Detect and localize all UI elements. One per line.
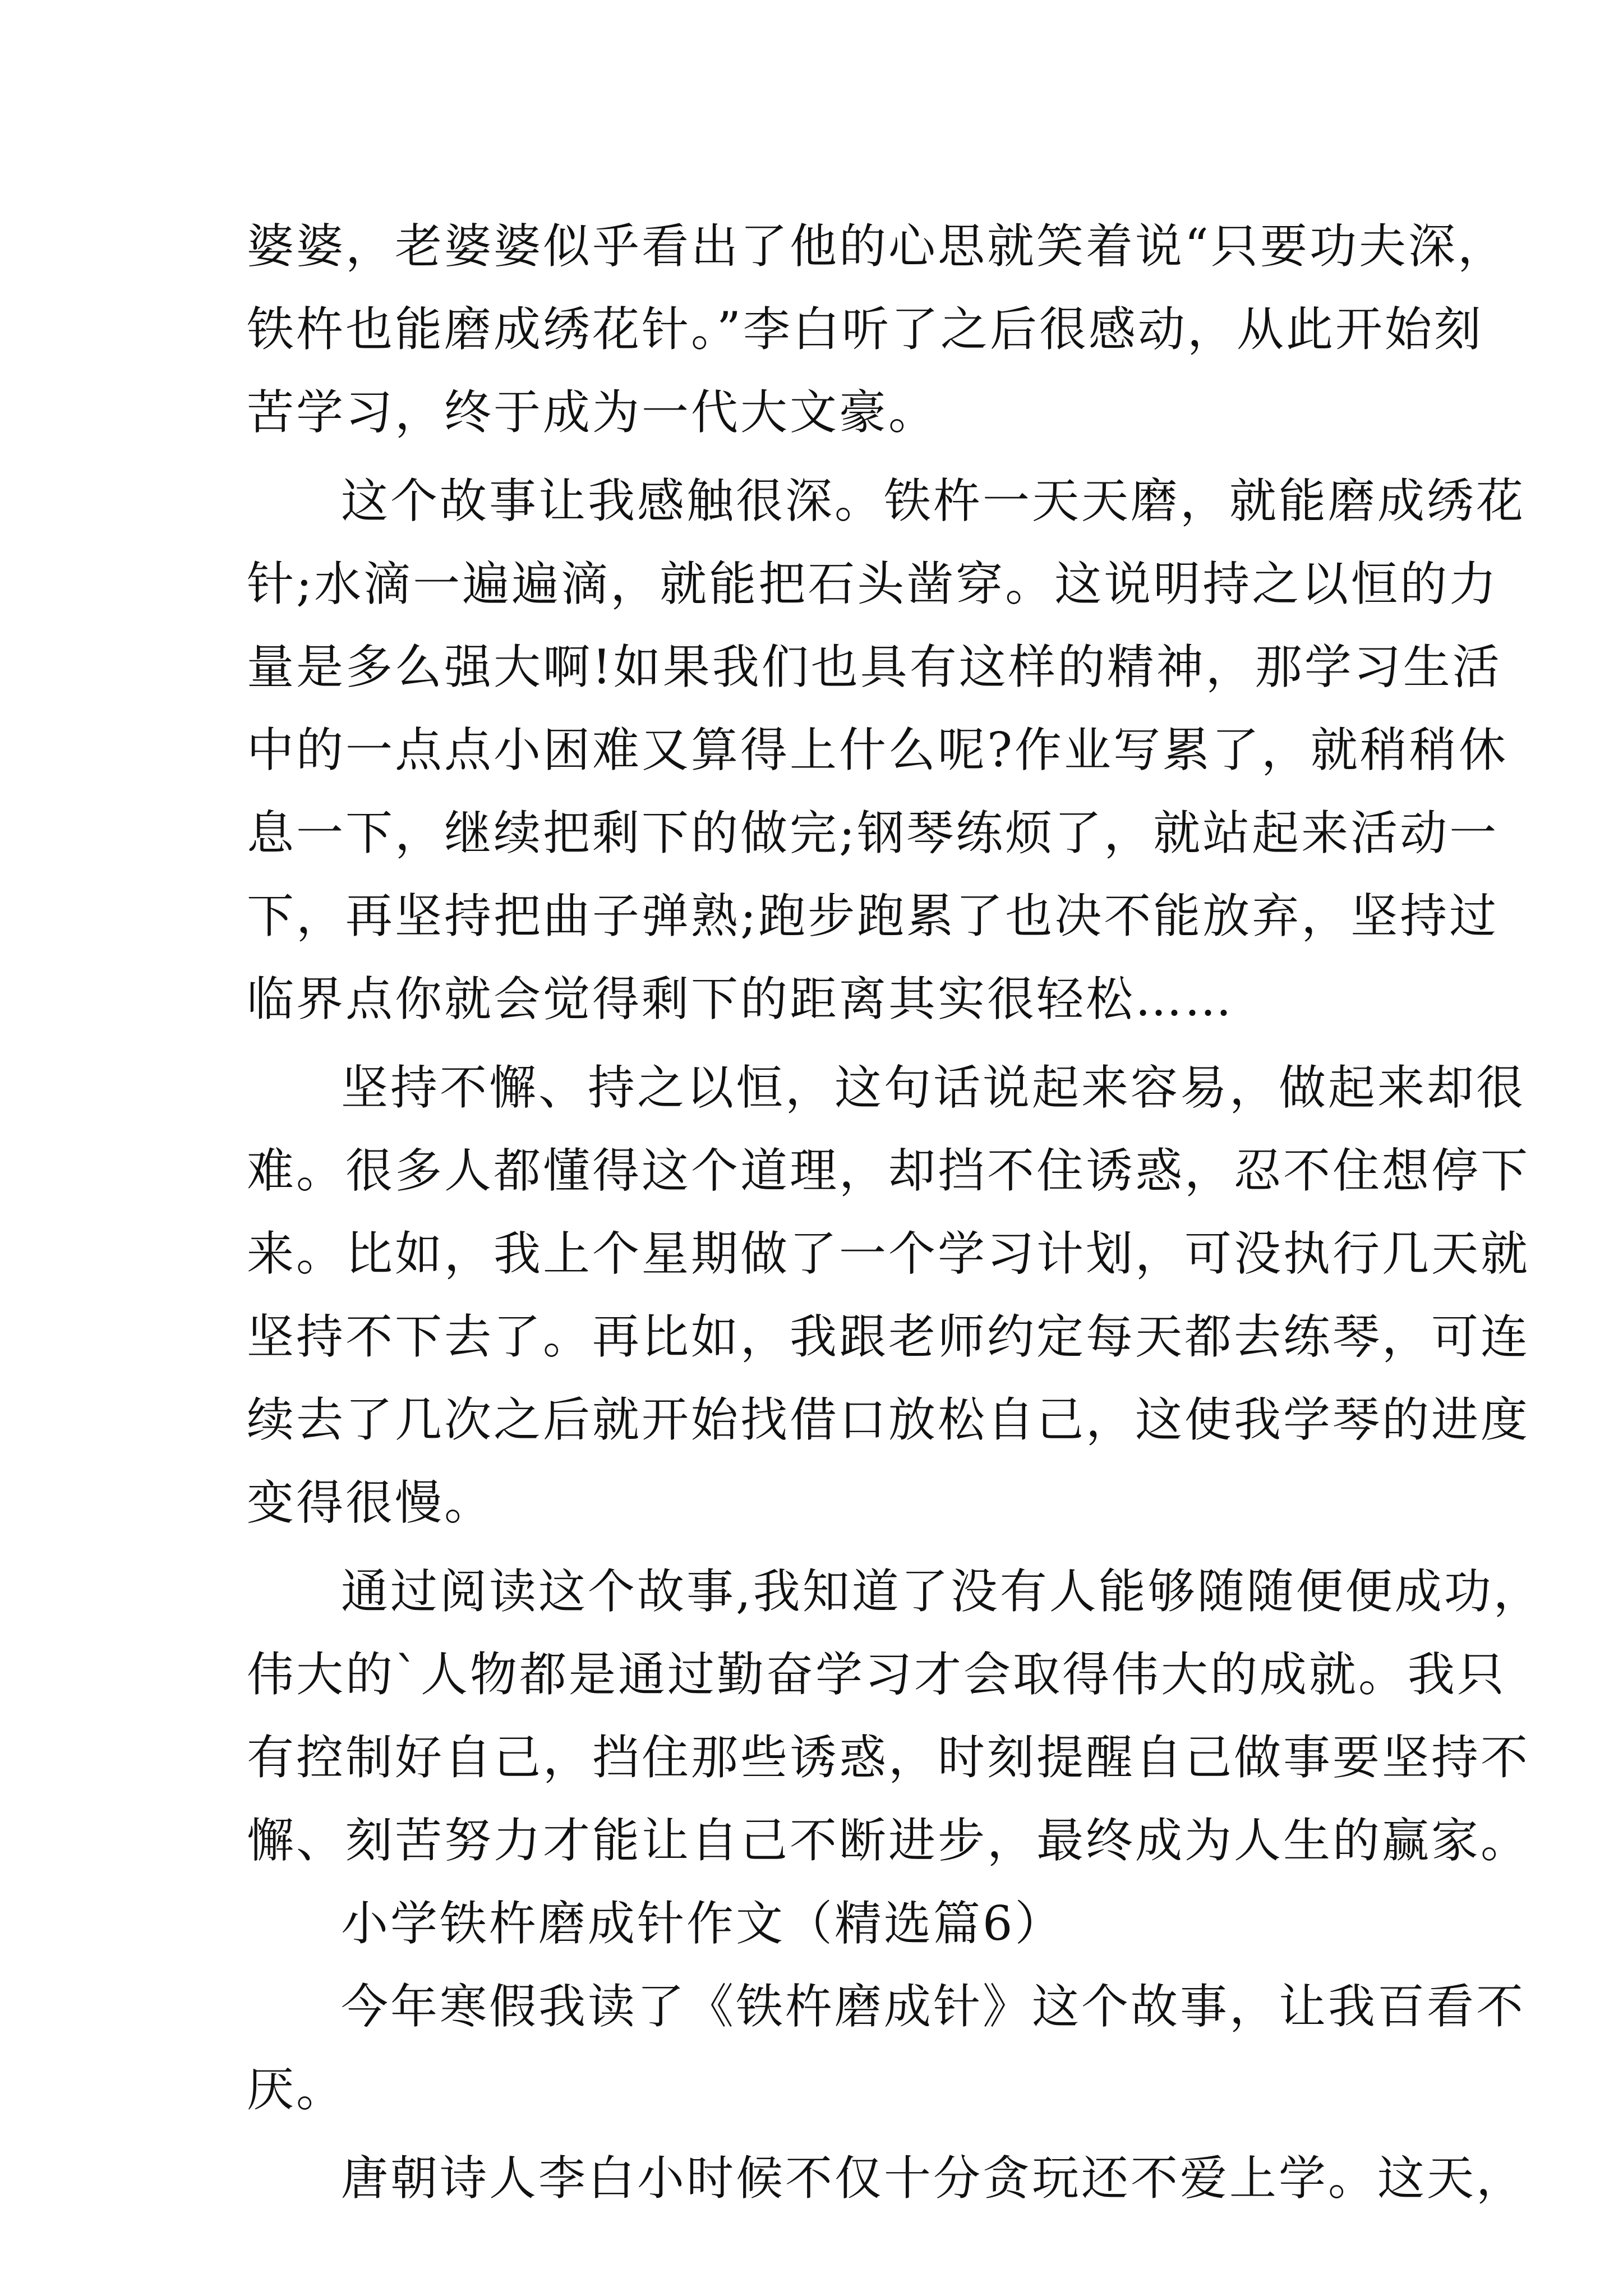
text-line: 厌。	[247, 2062, 346, 2117]
paragraph-5	[247, 1965, 1526, 2131]
text-line: 通过阅读这个故事,我知道了没有人能够随随便便成功，	[341, 1564, 1543, 1619]
text-line: 铁杵也能磨成绣花针。”李白听了之后很感动，从此开始刻	[247, 302, 1483, 357]
text-line: 懈、刻苦努力才能让自己不断进步，最终成为人生的赢家。	[247, 1813, 1530, 1868]
text-line: 唐朝诗人李白小时候不仅十分贪玩还不爱上学。这天，	[341, 2151, 1526, 2206]
text-line: 伟大的`人物都是通过勤奋学习才会取得伟大的成就。我只	[247, 1647, 1507, 1702]
text-line: 有控制好自己，挡住那些诱惑，时刻提醒自己做事要坚持不	[247, 1730, 1530, 1785]
text-line: 坚持不下去了。再比如，我跟老师约定每天都去练琴，可连	[247, 1309, 1530, 1364]
text-line: 下，再坚持把曲子弹熟;跑步跑累了也决不能放弃，坚持过	[247, 889, 1499, 944]
document-body	[247, 205, 1543, 2220]
text-line: 难。很多人都懂得这个道理，却挡不住诱惑，忍不住想停下	[247, 1143, 1530, 1198]
heading-text: 小学铁杵磨成针作文（精选篇6）	[341, 1896, 1064, 1951]
section-heading	[247, 1882, 1385, 1965]
text-line: 坚持不懈、持之以恒，这句话说起来容易，做起来却很	[341, 1060, 1526, 1115]
text-line: 今年寒假我读了《铁杵磨成针》这个故事，让我百看不	[341, 1979, 1526, 2034]
text-line: 来。比如，我上个星期做了一个学习计划，可没执行几天就	[247, 1226, 1530, 1281]
paragraph-2	[247, 459, 1526, 1041]
text-line: 临界点你就会觉得剩下的距离其实很轻松……	[247, 972, 1234, 1027]
text-line: 量是多么强大啊!如果我们也具有这样的精神，那学习生活	[247, 639, 1502, 694]
text-line: 变得很慢。	[247, 1475, 494, 1530]
text-line: 苦学习，终于成为一代大文豪。	[247, 385, 938, 440]
paragraph-6	[247, 2137, 1526, 2220]
text-line: 续去了几次之后就开始找借口放松自己，这使我学琴的进度	[247, 1392, 1530, 1447]
text-line: 婆婆，老婆婆似乎看出了他的心思就笑着说“只要功夫深，	[247, 219, 1507, 274]
paragraph-1	[247, 205, 1507, 454]
paragraph-4	[247, 1550, 1543, 1882]
text-line: 息一下，继续把剩下的做完;钢琴练烦了，就站起来活动一	[247, 806, 1499, 861]
text-line: 针;水滴一遍遍滴，就能把石头凿穿。这说明持之以恒的力	[247, 556, 1499, 611]
text-line: 中的一点点小困难又算得上什么呢?作业写累了，就稍稍休	[247, 723, 1509, 777]
paragraph-3	[247, 1046, 1530, 1544]
text-line: 这个故事让我感触很深。铁杵一天天磨，就能磨成绣花	[341, 473, 1526, 528]
